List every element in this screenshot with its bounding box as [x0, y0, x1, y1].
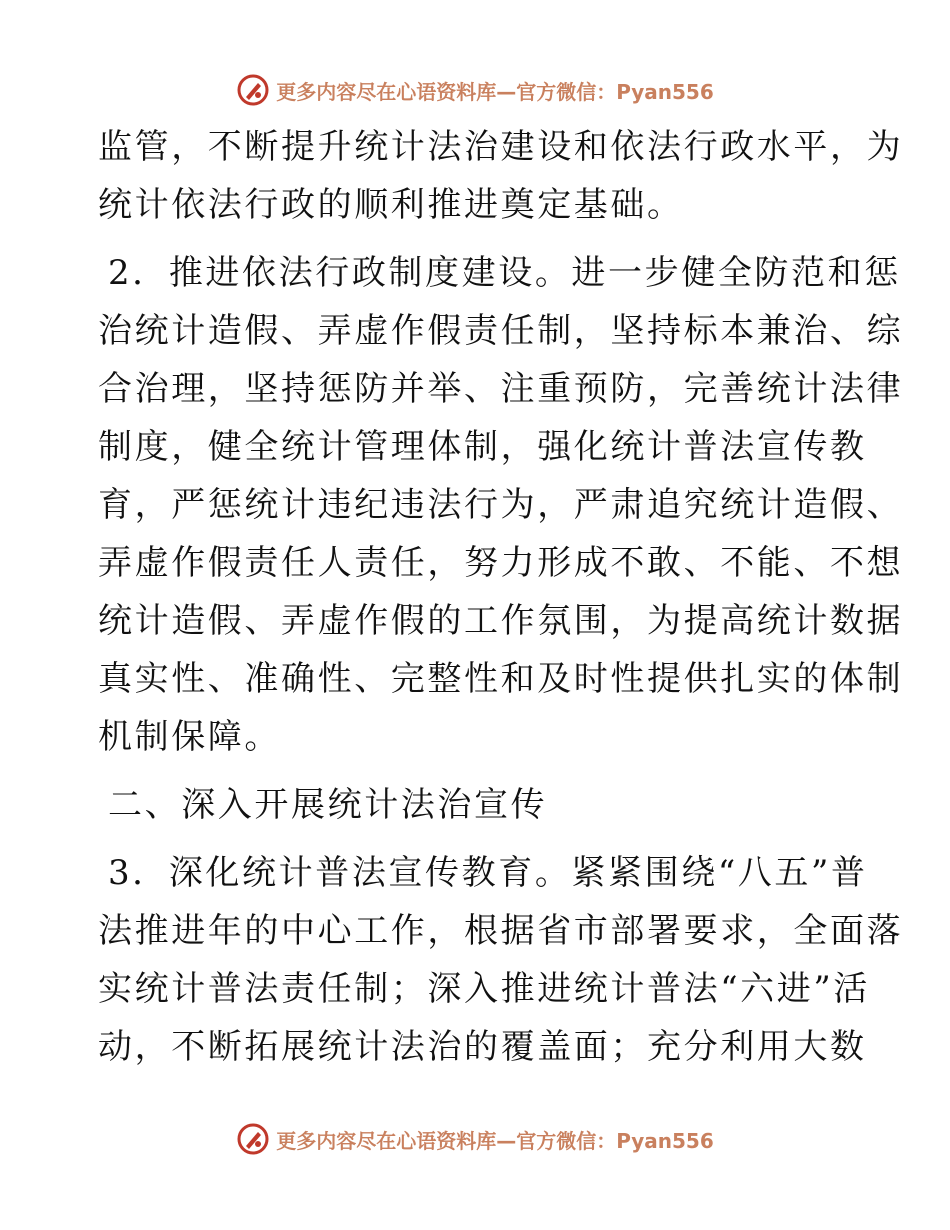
footer-banner-inner — [236, 1122, 714, 1156]
footer-banner-text: 更多内容尽在心语资料库—官方微信：Pyan556 — [276, 1128, 714, 1153]
body-line: 育，严惩统计违纪违法行为，严肃追究统计造假、 — [98, 485, 904, 525]
footer-banner — [0, 1119, 950, 1159]
body-line: 制度，健全统计管理体制，强化统计普法宣传教 — [98, 427, 867, 467]
body-line: 法推进年的中心工作，根据省市部署要求，全面落 — [98, 911, 904, 951]
header-banner-text: 更多内容尽在心语资料库—官方微信：Pyan556 — [276, 79, 714, 104]
body-line: 动，不断拓展统计法治的覆盖面；充分利用大数 — [98, 1027, 867, 1067]
section-item-2-line: 2．推进依法行政制度建设。进一步健全防范和惩 — [108, 253, 901, 293]
body-line: 弄虚作假责任人责任，努力形成不敢、不能、不想 — [98, 543, 904, 583]
body-line: 机制保障。 — [98, 717, 281, 757]
header-banner — [0, 70, 950, 110]
header-banner-inner — [236, 73, 714, 107]
section-heading: 二、深入开展统计法治宣传 — [108, 785, 548, 825]
body-line: 合治理，坚持惩防并举、注重预防，完善统计法律 — [98, 369, 904, 409]
pen-logo-icon — [236, 73, 270, 107]
body-line: 监管，不断提升统计法治建设和依法行政水平，为 — [98, 127, 904, 167]
pen-logo-icon — [236, 1122, 270, 1156]
section-item-3-line: 3．深化统计普法宣传教育。紧紧围绕“八五”普 — [108, 853, 868, 893]
body-line: 真实性、准确性、完整性和及时性提供扎实的体制 — [98, 659, 904, 699]
document-body — [98, 118, 904, 1076]
body-line: 治统计造假、弄虚作假责任制，坚持标本兼治、综 — [98, 311, 904, 351]
body-line: 统计依法行政的顺利推进奠定基础。 — [98, 185, 684, 225]
body-line: 统计造假、弄虚作假的工作氛围，为提高统计数据 — [98, 601, 904, 641]
body-line: 实统计普法责任制；深入推进统计普法“六进”活 — [98, 969, 870, 1009]
